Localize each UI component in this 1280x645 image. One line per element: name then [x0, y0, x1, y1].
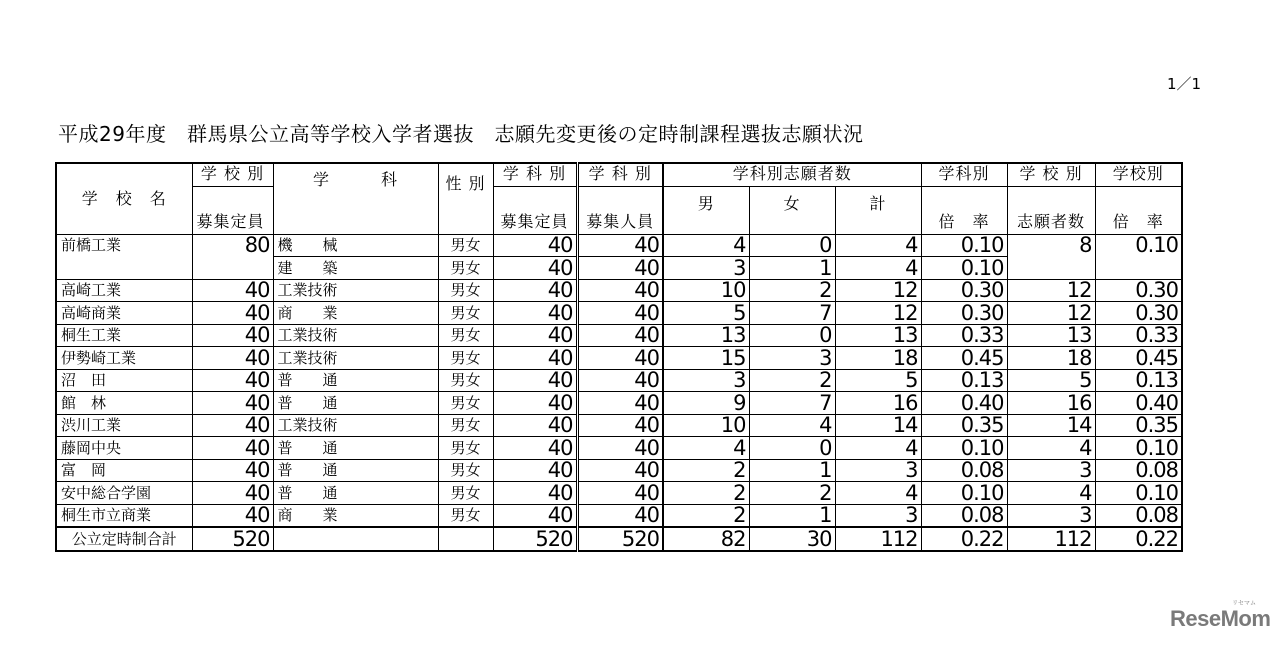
cell-total: 4	[835, 437, 921, 460]
table-row	[56, 279, 1182, 302]
cell-school-applicants: 3	[1007, 459, 1095, 482]
cell-total: 16	[835, 392, 921, 415]
cell-male: 10	[663, 279, 749, 302]
cell-school-ratio: 0.13	[1095, 369, 1182, 392]
cell-school-applicants: 13	[1007, 324, 1095, 347]
cell-school: 藤岡中央	[56, 437, 192, 460]
cell-dept-capacity: 40	[493, 414, 577, 437]
header-applicants-group: 学科別志願者数	[663, 163, 921, 186]
cell-school-applicants: 18	[1007, 347, 1095, 370]
cell-dept-recruit: 40	[577, 504, 663, 527]
cell-total: 12	[835, 279, 921, 302]
table-row	[56, 437, 1182, 460]
cell-dept-capacity: 40	[493, 392, 577, 415]
cell-dept-ratio: 0.08	[921, 504, 1007, 527]
cell-school-applicants: 16	[1007, 392, 1095, 415]
total-school-ratio: 0.22	[1095, 527, 1182, 551]
table-row	[56, 482, 1182, 505]
header-sum: 計	[835, 186, 921, 234]
cell-dept-recruit: 40	[577, 234, 663, 257]
cell-gender: 男女	[438, 504, 493, 527]
table-row	[56, 324, 1182, 347]
table-body-rest	[56, 279, 1182, 527]
cell-school-capacity: 40	[192, 437, 273, 460]
cell-dept-ratio: 0.33	[921, 324, 1007, 347]
cell-department: 普 通	[273, 437, 438, 460]
cell-gender: 男女	[438, 302, 493, 325]
header-school-applicants-bottom: 志願者数	[1007, 186, 1095, 234]
resemom-watermark	[1170, 601, 1271, 632]
table-row	[56, 369, 1182, 392]
header-department: 学 科	[273, 163, 438, 234]
table-row	[56, 504, 1182, 527]
cell-total: 14	[835, 414, 921, 437]
cell-school-capacity: 40	[192, 324, 273, 347]
cell-dept-recruit: 40	[577, 437, 663, 460]
cell-school: 前橋工業	[56, 234, 192, 279]
cell-dept-capacity: 40	[493, 234, 577, 257]
cell-total: 4	[835, 257, 921, 280]
cell-department: 工業技術	[273, 414, 438, 437]
cell-dept-ratio: 0.10	[921, 437, 1007, 460]
table-row	[56, 414, 1182, 437]
cell-school-ratio: 0.10	[1095, 437, 1182, 460]
cell-gender: 男女	[438, 392, 493, 415]
cell-gender: 男女	[438, 347, 493, 370]
cell-female: 2	[749, 482, 835, 505]
cell-school: 高崎商業	[56, 302, 192, 325]
header-dept-capacity-bottom: 募集定員	[493, 186, 577, 234]
cell-school-ratio: 0.08	[1095, 504, 1182, 527]
cell-male: 2	[663, 459, 749, 482]
cell-dept-capacity: 40	[493, 324, 577, 347]
cell-female: 2	[749, 279, 835, 302]
total-department	[273, 527, 438, 551]
cell-dept-recruit: 40	[577, 347, 663, 370]
cell-school-capacity: 40	[192, 414, 273, 437]
cell-dept-ratio: 0.35	[921, 414, 1007, 437]
cell-school: 館 林	[56, 392, 192, 415]
cell-total: 3	[835, 459, 921, 482]
cell-total: 4	[835, 234, 921, 257]
cell-department: 普 通	[273, 482, 438, 505]
cell-female: 1	[749, 459, 835, 482]
cell-department: 工業技術	[273, 279, 438, 302]
header-dept-ratio-bottom: 倍 率	[921, 186, 1007, 234]
cell-school-capacity: 40	[192, 279, 273, 302]
cell-dept-recruit: 40	[577, 392, 663, 415]
cell-male: 4	[663, 234, 749, 257]
total-female: 30	[749, 527, 835, 551]
header-school-capacity-bottom: 募集定員	[192, 186, 273, 234]
cell-school-ratio: 0.10	[1095, 482, 1182, 505]
cell-gender: 男女	[438, 234, 493, 257]
cell-school: 沼 田	[56, 369, 192, 392]
cell-dept-ratio: 0.08	[921, 459, 1007, 482]
cell-female: 1	[749, 504, 835, 527]
cell-dept-capacity: 40	[493, 257, 577, 280]
cell-school: 富 岡	[56, 459, 192, 482]
cell-school-applicants: 3	[1007, 504, 1095, 527]
cell-department: 普 通	[273, 369, 438, 392]
cell-gender: 男女	[438, 369, 493, 392]
cell-school: 桐生市立商業	[56, 504, 192, 527]
cell-dept-recruit: 40	[577, 302, 663, 325]
cell-male: 2	[663, 482, 749, 505]
cell-gender: 男女	[438, 279, 493, 302]
total-dept-ratio: 0.22	[921, 527, 1007, 551]
cell-department: 普 通	[273, 392, 438, 415]
cell-dept-ratio: 0.10	[921, 234, 1007, 257]
cell-female: 7	[749, 302, 835, 325]
cell-dept-ratio: 0.40	[921, 392, 1007, 415]
cell-gender: 男女	[438, 414, 493, 437]
cell-school: 安中総合学園	[56, 482, 192, 505]
cell-male: 10	[663, 414, 749, 437]
cell-dept-ratio: 0.13	[921, 369, 1007, 392]
cell-school: 渋川工業	[56, 414, 192, 437]
cell-school-applicants: 8	[1007, 234, 1095, 279]
table-row	[56, 302, 1182, 325]
cell-school-ratio: 0.08	[1095, 459, 1182, 482]
cell-school-ratio: 0.40	[1095, 392, 1182, 415]
cell-school: 伊勢崎工業	[56, 347, 192, 370]
document-title: 平成29年度 群馬県公立高等学校入学者選抜 志願先変更後の定時制課程選抜志願状況	[58, 122, 864, 146]
page-number: 1／1	[1167, 75, 1202, 93]
header-school-applicants-top: 学 校 別	[1007, 163, 1095, 186]
cell-school-applicants: 5	[1007, 369, 1095, 392]
header-dept-recruit-top: 学 科 別	[577, 163, 663, 186]
cell-female: 0	[749, 324, 835, 347]
total-school-applicants: 112	[1007, 527, 1095, 551]
cell-gender: 男女	[438, 459, 493, 482]
total-school-capacity: 520	[192, 527, 273, 551]
cell-male: 3	[663, 369, 749, 392]
cell-school-capacity: 40	[192, 482, 273, 505]
cell-school-ratio: 0.10	[1095, 234, 1182, 279]
cell-school: 高崎工業	[56, 279, 192, 302]
total-dept-recruit: 520	[577, 527, 663, 551]
table-row	[56, 234, 1182, 257]
cell-dept-recruit: 40	[577, 279, 663, 302]
total-total: 112	[835, 527, 921, 551]
cell-female: 1	[749, 257, 835, 280]
cell-female: 7	[749, 392, 835, 415]
cell-school-ratio: 0.45	[1095, 347, 1182, 370]
cell-dept-capacity: 40	[493, 302, 577, 325]
total-dept-capacity: 520	[493, 527, 577, 551]
cell-male: 3	[663, 257, 749, 280]
cell-total: 5	[835, 369, 921, 392]
cell-dept-capacity: 40	[493, 482, 577, 505]
total-male: 82	[663, 527, 749, 551]
total-label: 公立定時制合計	[56, 527, 192, 551]
cell-school-capacity: 80	[192, 234, 273, 279]
cell-school-capacity: 40	[192, 459, 273, 482]
header-school-ratio-bottom: 倍 率	[1095, 186, 1182, 234]
cell-dept-ratio: 0.45	[921, 347, 1007, 370]
cell-female: 0	[749, 437, 835, 460]
cell-female: 2	[749, 369, 835, 392]
header-dept-ratio-top: 学科別	[921, 163, 1007, 186]
header-dept-capacity-top: 学 科 別	[493, 163, 577, 186]
cell-dept-recruit: 40	[577, 369, 663, 392]
header-dept-recruit-bottom: 募集人員	[577, 186, 663, 234]
cell-dept-capacity: 40	[493, 437, 577, 460]
header-female: 女	[749, 186, 835, 234]
cell-department: 建 築	[273, 257, 438, 280]
cell-school-ratio: 0.30	[1095, 279, 1182, 302]
table-row	[56, 392, 1182, 415]
table-total	[56, 527, 1182, 551]
cell-male: 13	[663, 324, 749, 347]
cell-dept-recruit: 40	[577, 257, 663, 280]
cell-school-applicants: 14	[1007, 414, 1095, 437]
cell-total: 3	[835, 504, 921, 527]
cell-school-capacity: 40	[192, 504, 273, 527]
cell-total: 12	[835, 302, 921, 325]
header-school-capacity-top: 学 校 別	[192, 163, 273, 186]
cell-male: 9	[663, 392, 749, 415]
cell-school-applicants: 4	[1007, 437, 1095, 460]
cell-dept-ratio: 0.10	[921, 482, 1007, 505]
cell-department: 機 械	[273, 234, 438, 257]
cell-dept-ratio: 0.30	[921, 302, 1007, 325]
cell-department: 普 通	[273, 459, 438, 482]
cell-dept-capacity: 40	[493, 504, 577, 527]
cell-school-ratio: 0.30	[1095, 302, 1182, 325]
applicant-table	[55, 162, 1183, 552]
header-male: 男	[663, 186, 749, 234]
cell-school: 桐生工業	[56, 324, 192, 347]
cell-dept-capacity: 40	[493, 279, 577, 302]
cell-school-applicants: 12	[1007, 279, 1095, 302]
total-gender	[438, 527, 493, 551]
cell-school-ratio: 0.35	[1095, 414, 1182, 437]
cell-school-capacity: 40	[192, 347, 273, 370]
cell-male: 5	[663, 302, 749, 325]
cell-male: 2	[663, 504, 749, 527]
cell-dept-recruit: 40	[577, 324, 663, 347]
cell-total: 18	[835, 347, 921, 370]
cell-dept-recruit: 40	[577, 414, 663, 437]
cell-total: 13	[835, 324, 921, 347]
cell-department: 工業技術	[273, 324, 438, 347]
cell-dept-capacity: 40	[493, 347, 577, 370]
cell-dept-recruit: 40	[577, 482, 663, 505]
cell-dept-ratio: 0.30	[921, 279, 1007, 302]
watermark-small-text: リセマム	[1232, 601, 1256, 607]
cell-school-capacity: 40	[192, 369, 273, 392]
cell-male: 4	[663, 437, 749, 460]
cell-dept-capacity: 40	[493, 369, 577, 392]
cell-gender: 男女	[438, 482, 493, 505]
cell-school-capacity: 40	[192, 392, 273, 415]
table-row	[56, 347, 1182, 370]
cell-total: 4	[835, 482, 921, 505]
cell-dept-ratio: 0.10	[921, 257, 1007, 280]
cell-female: 0	[749, 234, 835, 257]
header-school-name: 学 校 名	[56, 163, 192, 234]
header-gender: 性 別	[438, 163, 493, 234]
table-row	[56, 459, 1182, 482]
header-school-ratio-top: 学校別	[1095, 163, 1182, 186]
cell-department: 工業技術	[273, 347, 438, 370]
cell-department: 商 業	[273, 504, 438, 527]
cell-school-applicants: 12	[1007, 302, 1095, 325]
cell-gender: 男女	[438, 324, 493, 347]
total-row	[56, 527, 1182, 551]
cell-school-applicants: 4	[1007, 482, 1095, 505]
cell-dept-capacity: 40	[493, 459, 577, 482]
table-body	[56, 234, 1182, 279]
cell-school-capacity: 40	[192, 302, 273, 325]
watermark-text: ReseMom	[1170, 606, 1271, 631]
cell-gender: 男女	[438, 437, 493, 460]
cell-school-ratio: 0.33	[1095, 324, 1182, 347]
cell-female: 4	[749, 414, 835, 437]
cell-gender: 男女	[438, 257, 493, 280]
cell-male: 15	[663, 347, 749, 370]
cell-dept-recruit: 40	[577, 459, 663, 482]
cell-female: 3	[749, 347, 835, 370]
cell-department: 商 業	[273, 302, 438, 325]
